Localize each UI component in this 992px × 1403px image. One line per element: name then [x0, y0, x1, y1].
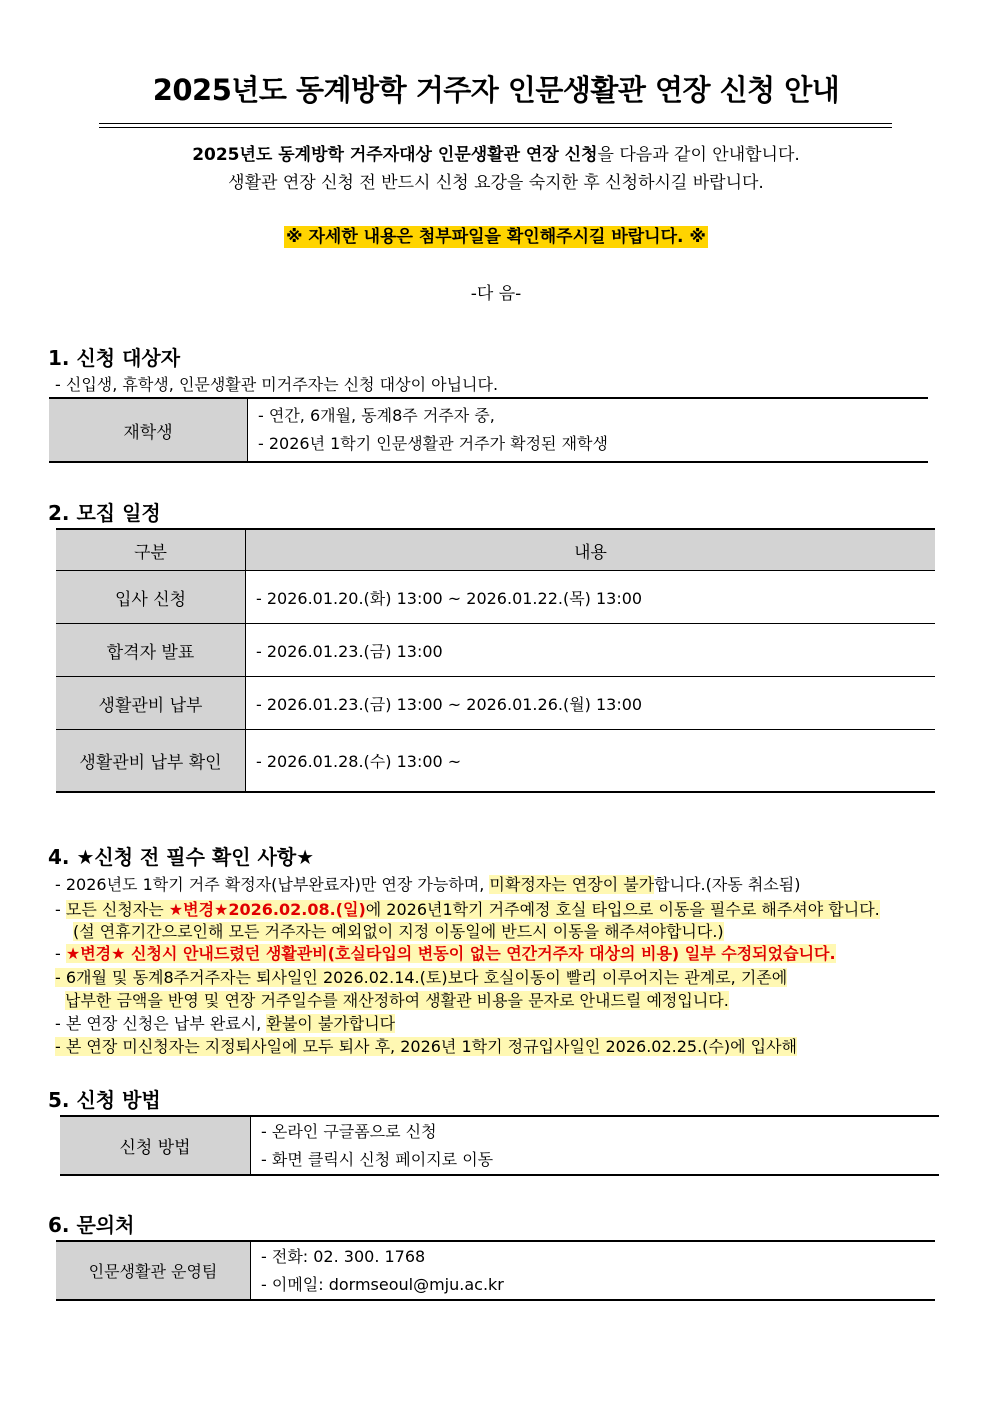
schedule-row-value: - 2026.01.28.(수) 13:00 ~	[246, 730, 936, 793]
schedule-row	[56, 624, 935, 677]
attachment-notice-text: ※ 자세한 내용은 첨부파일을 확인해주시길 바랍니다. ※	[286, 227, 706, 247]
schedule-row-label: 생활관비 납부	[56, 677, 246, 730]
checklist-item	[55, 897, 880, 920]
checklist-highlight: 모든 신청자는	[65, 900, 169, 919]
checklist-item	[55, 965, 787, 988]
schedule-row-value: - 2026.01.23.(금) 13:00	[246, 624, 936, 677]
eligibility-value	[248, 398, 929, 462]
contact-value	[251, 1241, 936, 1300]
section-5-heading: 5. 신청 방법	[48, 1088, 161, 1112]
checklist-highlight: 납부한 금액을 반영 및 연장 거주일수를 재산정하여 생활관 비용을 문자로 안내드릴 예정입니다.	[65, 991, 729, 1010]
method-label: 신청 방법	[60, 1116, 251, 1175]
method-value[interactable]	[251, 1116, 940, 1175]
checklist-text: - 2026년도 1학기 거주 확정자(납부완료자)만 연장 가능하며,	[55, 875, 490, 894]
section-2-heading: 2. 모집 일정	[48, 501, 161, 525]
contact-label: 인문생활관 운영팀	[56, 1241, 251, 1300]
section-1-heading: 1. 신청 대상자	[48, 346, 181, 370]
checklist-text: - 본 연장 신청은 납부 완료시,	[55, 1014, 267, 1033]
intro-line-2: 생활관 연장 신청 전 반드시 신청 요강을 숙지한 후 신청하시길 바랍니다.	[228, 173, 764, 193]
schedule-row	[56, 730, 935, 793]
checklist-item	[55, 1011, 395, 1034]
checklist-item	[55, 1034, 797, 1057]
checklist-highlight: - 6개월 및 동계8주거주자는 퇴사일인 2026.02.14.(토)보다 호실이동이 빨리 이루어지는 관계로, 기존에	[55, 968, 788, 987]
eligibility-line: - 2026년 1학기 인문생활관 거주가 확정된 재학생	[258, 434, 608, 453]
intro-bold-text: 2025년도 동계방학 거주자대상 인문생활관 연장 신청	[192, 145, 598, 165]
schedule-header-content: 내용	[246, 529, 936, 571]
checklist-highlight: (설 연휴기간으로인해 모든 거주자는 예외없이 지정 이동일에 반드시 이동을 해주셔야합니다.)	[73, 922, 724, 941]
schedule-row-value: - 2026.01.20.(화) 13:00 ~ 2026.01.22.(목) 13:00	[246, 571, 936, 624]
schedule-table	[56, 528, 935, 793]
attachment-notice	[0, 222, 992, 247]
schedule-row-label: 입사 신청	[56, 571, 246, 624]
section-4-heading: 4. ★신청 전 필수 확인 사항★	[48, 845, 315, 869]
section-1-note: - 신입생, 휴학생, 인문생활관 미거주자는 신청 대상이 아닙니다.	[55, 375, 499, 394]
checklist-item-continued	[65, 988, 729, 1011]
checklist-change-notice: ★변경★ 신청시 안내드렸던 생활관비(호실타입의 변동이 없는 연간거주자 대상의 비용) 일부 수정되었습니다.	[65, 944, 836, 963]
eligibility-table	[49, 397, 928, 463]
eligibility-label: 재학생	[49, 398, 248, 462]
checklist-change-date: ★변경★2026.02.08.(일)	[168, 900, 366, 919]
schedule-row	[56, 571, 935, 624]
checklist-item-continued	[73, 919, 724, 942]
schedule-header-category: 구분	[56, 529, 246, 571]
intro-line-1	[0, 140, 992, 165]
method-line: - 온라인 구글폼으로 신청	[261, 1121, 437, 1141]
page-title: 2025년도 동계방학 거주자 인문생활관 연장 신청 안내	[152, 73, 840, 107]
dagum-marker: -다 음-	[470, 284, 522, 304]
checklist-text: -	[55, 900, 66, 919]
eligibility-line: - 연간, 6개월, 동계8주 거주자 중,	[258, 406, 495, 425]
schedule-row-value: - 2026.01.23.(금) 13:00 ~ 2026.01.26.(월) 13:00	[246, 677, 936, 730]
contact-table	[56, 1240, 935, 1301]
checklist-item	[55, 872, 800, 895]
checklist-highlight: 미확정자는 연장이 불가	[489, 875, 655, 894]
schedule-row-label: 생활관비 납부 확인	[56, 730, 246, 793]
method-link[interactable]: - 화면 클릭시 신청 페이지로 이동	[261, 1149, 494, 1169]
checklist-highlight: - 본 연장 미신청자는 지정퇴사일에 모두 퇴사 후, 2026년 1학기 정규입사일인 2026.02.25.(수)에 입사해	[55, 1037, 798, 1056]
contact-email[interactable]: - 이메일: dormseoul@mju.ac.kr	[261, 1274, 504, 1294]
intro-rest-text: 을 다음과 같이 안내합니다.	[597, 145, 800, 165]
checklist-text: -	[55, 944, 66, 963]
schedule-row	[56, 677, 935, 730]
title-double-rule	[99, 123, 892, 128]
checklist-highlight: 환불이 불가합니다	[266, 1014, 396, 1033]
checklist-item	[55, 941, 836, 964]
contact-phone: - 전화: 02. 300. 1768	[261, 1246, 426, 1266]
checklist-highlight: 에 2026년1학기 거주예정 호실 타입으로 이동을 필수로 해주셔야 합니다.	[365, 900, 880, 919]
section-6-heading: 6. 문의처	[48, 1213, 135, 1237]
checklist-text: 합니다.(자동 취소됨)	[654, 875, 801, 894]
method-table	[60, 1115, 939, 1176]
schedule-row-label: 합격자 발표	[56, 624, 246, 677]
